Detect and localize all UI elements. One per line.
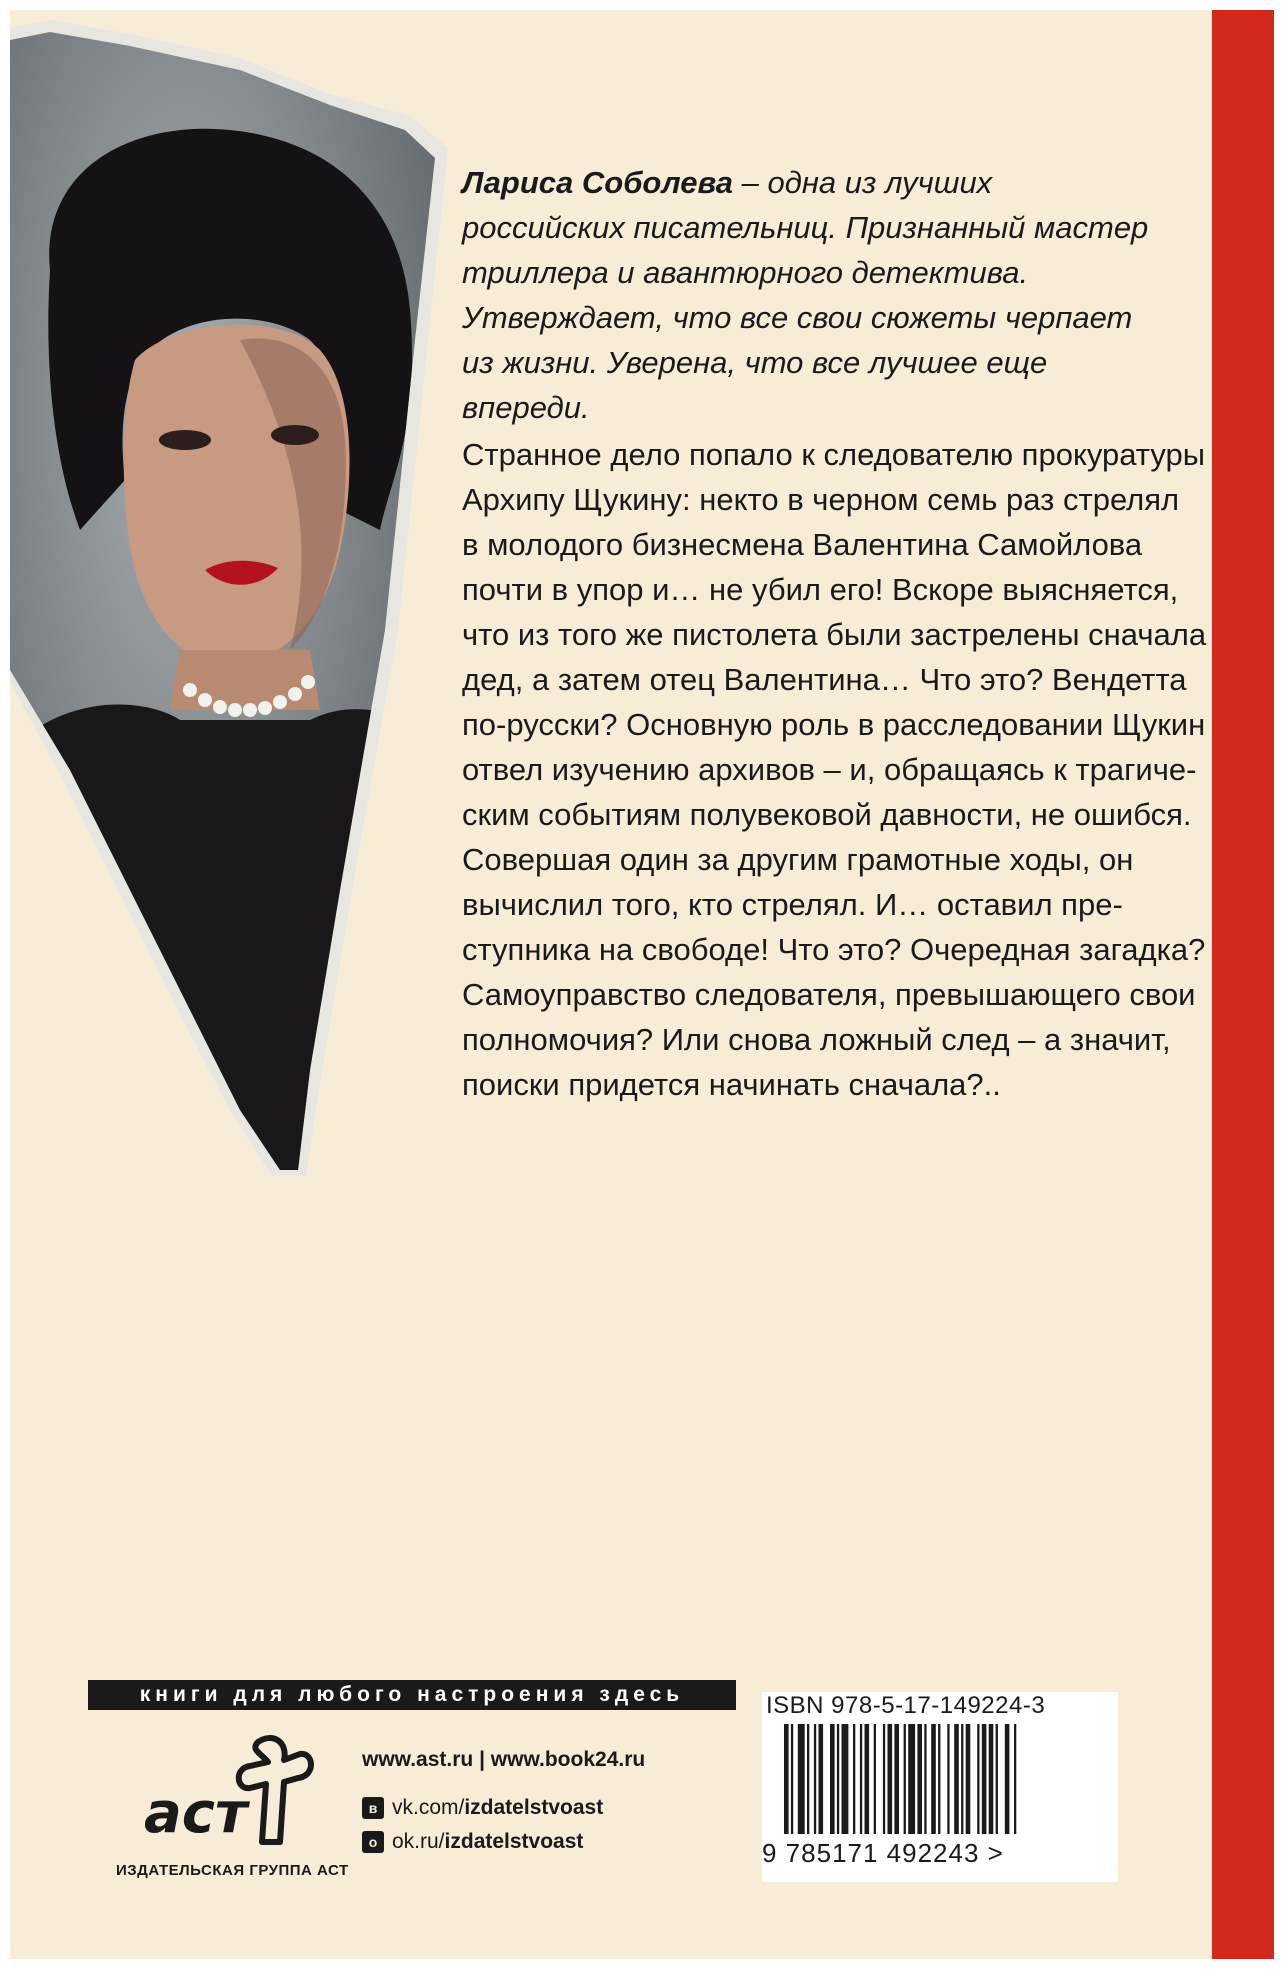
author-photo: [10, 10, 450, 1180]
website-links[interactable]: www.ast.ru | www.book24.ru: [362, 1748, 646, 1771]
description-line: почти в упор и… не убил его! Вскоре выясняется,: [462, 572, 1179, 607]
vk-handle: izdatelstvoast: [464, 1796, 604, 1819]
author-bio: – одна из лучших российских писательниц. Признанный мастер триллера и авантюрного детектива. Утверждает, что все свои сюжеты черпает из жизни. Уверена, что все лучшее еще впереди.: [462, 165, 1149, 425]
description-line: Самоуправство следователя, превышающего свои: [462, 977, 1196, 1012]
description-line: что из того же пистолета были застрелены сначала: [462, 617, 1207, 652]
description-line: полномочия? Или снова ложный след – а значит,: [462, 1022, 1171, 1057]
barcode-bars: [762, 1724, 1118, 1848]
description-line: Совершая один за другим грамотные ходы, он: [462, 842, 1134, 877]
description-line: ским событиям полувековой давности, не ошибся.: [462, 797, 1192, 832]
description-line: отвел изучению архивов – и, обращаясь к трагиче-: [462, 752, 1197, 787]
description-line: Странное дело попало к следователю прокуратуры: [462, 437, 1206, 472]
barcode-digits: 9 785171 492243 >: [762, 1838, 1004, 1868]
author-name: Лариса Соболева: [462, 165, 734, 200]
isbn-text: ISBN 978-5-17-149224-3: [766, 1692, 1046, 1719]
description-line: в молодого бизнесмена Валентина Самойлова: [462, 527, 1143, 562]
description-line: поиски придется начинать сначала?..: [462, 1067, 1001, 1102]
tagline-banner: книги для любого настроения здесь: [88, 1680, 736, 1710]
spine-stripe: [1212, 10, 1274, 1959]
description-line: вычислил того, кто стрелял. И… оставил пре-: [462, 887, 1123, 922]
book-description: [462, 432, 1207, 1107]
vk-prefix: vk.com/: [392, 1796, 465, 1819]
barcode-block: [762, 1692, 1118, 1882]
logo-text: аст: [144, 1781, 248, 1846]
vk-link[interactable]: [362, 1796, 603, 1820]
description-line: дед, а затем отец Валентина… Что это? Вендетта: [462, 662, 1187, 697]
ok-prefix: ok.ru/: [392, 1830, 445, 1853]
book-back-cover: [10, 10, 1274, 1959]
ok-handle: izdatelstvoast: [444, 1830, 584, 1853]
description-line: ступника на свободе! Что это? Очередная загадка?: [462, 932, 1206, 967]
description-line: по-русски? Основную роль в расследовании Щукин: [462, 707, 1206, 742]
ok-link[interactable]: [362, 1830, 583, 1854]
description-line: Архипу Щукину: некто в черном семь раз стрелял: [462, 482, 1180, 517]
author-blurb: [462, 160, 1152, 430]
ok-icon: о: [362, 1831, 384, 1853]
vk-icon: в: [362, 1797, 384, 1819]
ast-logo: [138, 1732, 318, 1852]
publisher-name: ИЗДАТЕЛЬСКАЯ ГРУППА АСТ: [116, 1862, 349, 1879]
